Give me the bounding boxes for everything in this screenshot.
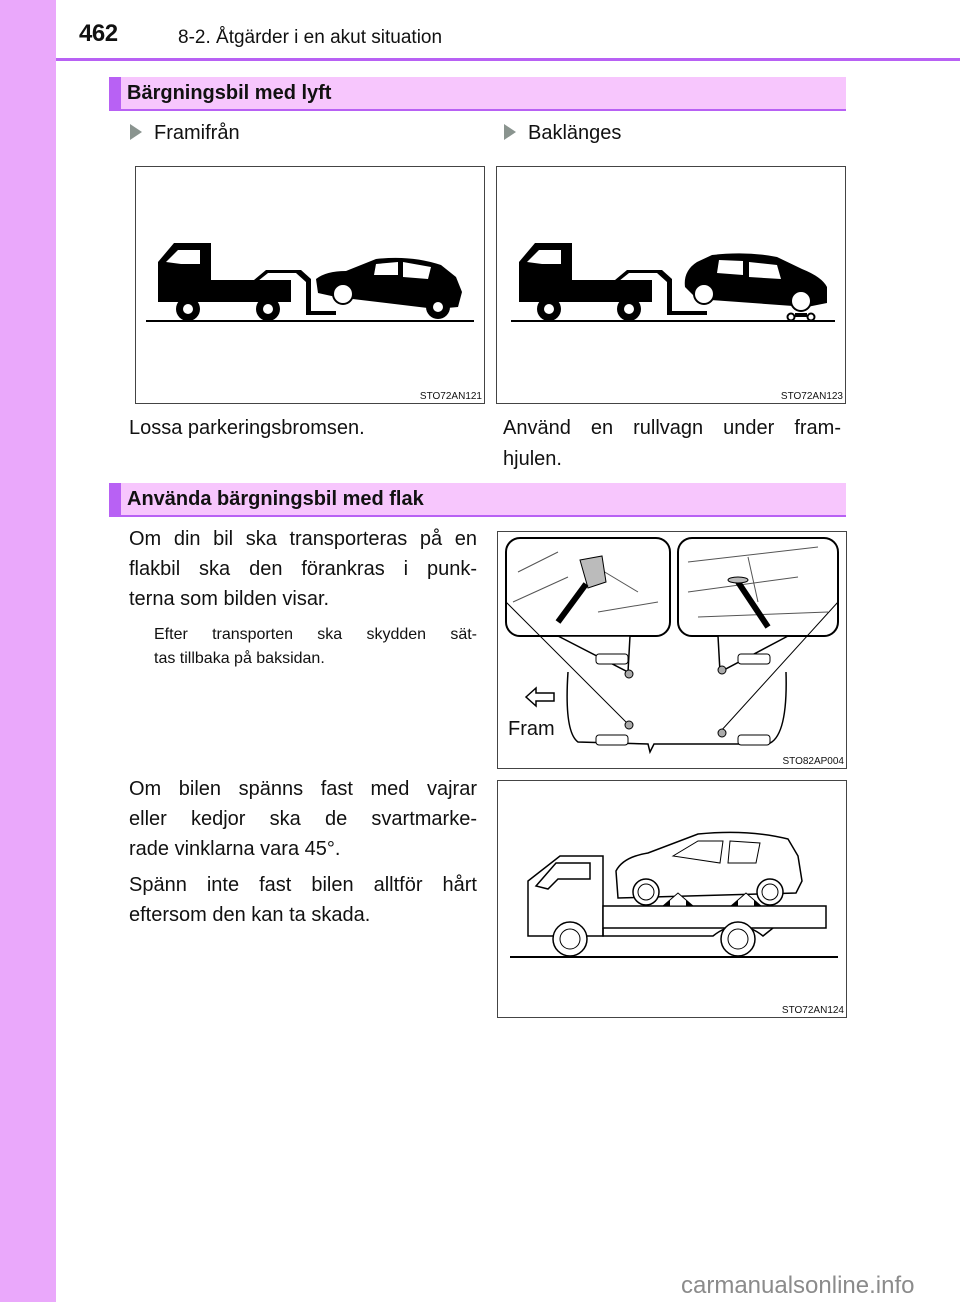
- direction-label: Fram: [508, 718, 555, 740]
- flatbed-paragraph-line3: terna som bilden visar.: [129, 588, 330, 610]
- straps-paragraph-line3: rade vinklarna vara 45°.: [129, 838, 341, 860]
- flatbed-paragraph-line1: Om din bil ska transporteras på en: [129, 528, 477, 550]
- subheading-front: Framifrån: [130, 122, 240, 145]
- section-title: Använda bärgningsbil med flak: [127, 488, 424, 510]
- flatbed-paragraph-line2: flakbil ska den förankras i punk-: [129, 558, 477, 580]
- figure-code: STO72AN124: [781, 1005, 844, 1016]
- flatbed-truck-illustration: [498, 781, 846, 1017]
- side-tab: [0, 0, 56, 1302]
- note-line2: tas tillbaka på baksidan.: [154, 650, 325, 667]
- caption-front: Lossa parkeringsbromsen.: [129, 417, 365, 439]
- tension-paragraph-line1: Spänn inte fast bilen alltför hårt: [129, 874, 477, 896]
- chapter-title: 8-2. Åtgärder i en akut situation: [178, 27, 443, 48]
- note-line1: Efter transporten ska skydden sät-: [154, 626, 477, 643]
- section-title: Bärgningsbil med lyft: [127, 82, 332, 104]
- tow-truck-front-illustration: [136, 167, 484, 403]
- figure-anchor-points: [497, 531, 847, 769]
- triangle-bullet-icon: [130, 124, 142, 140]
- header-divider: [56, 58, 960, 61]
- figure-front-tow: [135, 166, 485, 404]
- straps-paragraph-line1: Om bilen spänns fast med vajrar: [129, 778, 477, 800]
- section-header-flatbed: [109, 483, 846, 517]
- straps-paragraph-line2: eller kedjor ska de svartmarke-: [129, 808, 477, 830]
- figure-rear-tow: [496, 166, 846, 404]
- arrow-left-icon: [526, 688, 554, 706]
- tow-truck-rear-dolly-illustration: [497, 167, 845, 403]
- figure-code: STO72AN121: [419, 391, 482, 402]
- caption-rear-line2: hjulen.: [503, 448, 562, 470]
- triangle-bullet-icon: [504, 124, 516, 140]
- page-number: 462: [79, 20, 118, 47]
- section-header-lift-tow: [109, 77, 846, 111]
- subheading-rear: Baklänges: [504, 122, 621, 145]
- figure-code: STO72AN123: [780, 391, 843, 402]
- figure-code: STO82AP004: [782, 756, 844, 767]
- section-accent-bar: [109, 77, 121, 109]
- caption-rear-line1: Använd en rullvagn under fram-: [503, 417, 841, 439]
- figure-flatbed-truck: [497, 780, 847, 1018]
- section-accent-bar: [109, 483, 121, 515]
- watermark: carmanualsonline.info: [681, 1272, 915, 1299]
- tension-paragraph-line2: eftersom den kan ta skada.: [129, 904, 371, 926]
